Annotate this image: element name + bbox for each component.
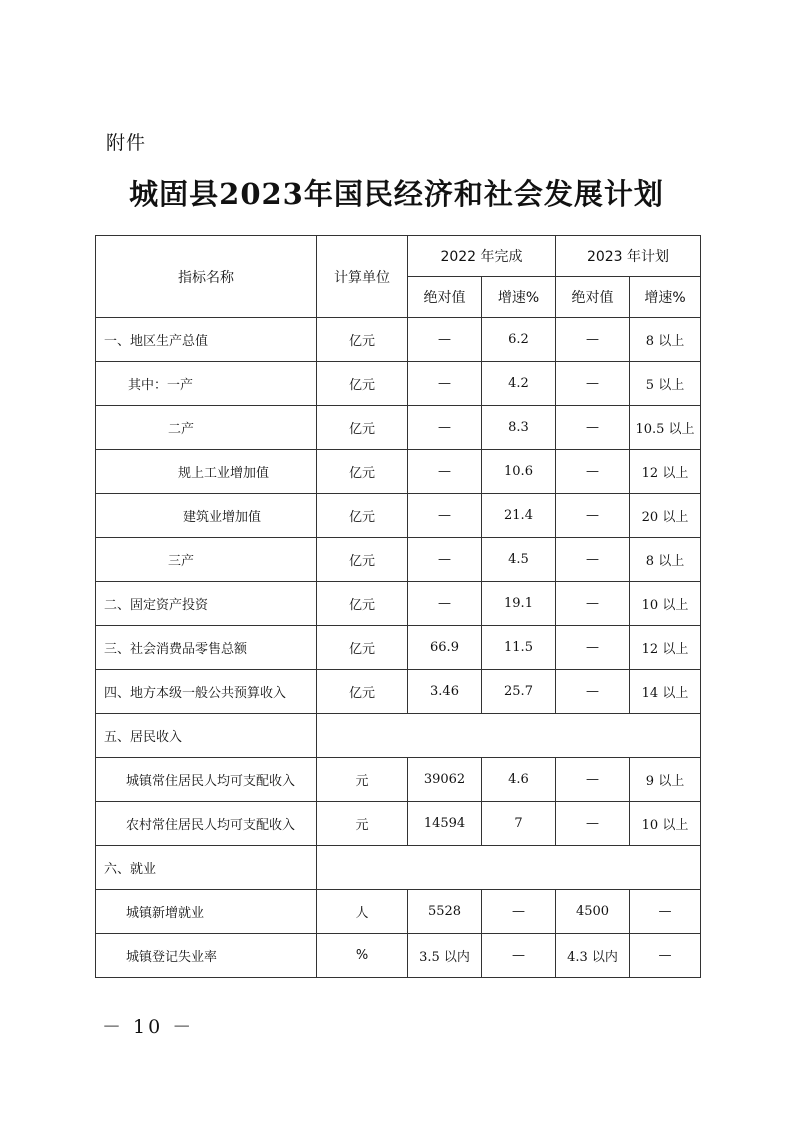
growth-2023-cell: 10 以上 (630, 802, 701, 846)
abs-2023-cell: 4.3 以内 (556, 934, 630, 978)
table-row (96, 670, 701, 714)
abs-2022-cell: — (408, 494, 482, 538)
growth-2023-cell: 20 以上 (630, 494, 701, 538)
section-label: 五、居民收入 (96, 714, 317, 758)
table-row (96, 626, 701, 670)
growth-2022-cell: 4.2 (482, 362, 556, 406)
unit-cell: 亿元 (317, 670, 408, 714)
unit-cell: 元 (317, 758, 408, 802)
abs-2022-cell: — (408, 362, 482, 406)
unit-cell: 亿元 (317, 582, 408, 626)
unit-cell: % (317, 934, 408, 978)
section-label: 六、就业 (96, 846, 317, 890)
abs-2022-cell: — (408, 582, 482, 626)
abs-2023-cell: — (556, 318, 630, 362)
growth-2023-cell: 12 以上 (630, 450, 701, 494)
header-row-1 (96, 236, 701, 277)
growth-2023-header: 增速% (630, 277, 701, 318)
growth-2023-cell: 10 以上 (630, 582, 701, 626)
table-row (96, 802, 701, 846)
growth-2022-header: 增速% (482, 277, 556, 318)
abs-2022-cell: 14594 (408, 802, 482, 846)
section-blank-cell (317, 714, 701, 758)
growth-2022-cell: — (482, 890, 556, 934)
indicator-label: 二产 (96, 406, 317, 450)
abs-2022-cell: 3.46 (408, 670, 482, 714)
indicator-label: 二、固定资产投资 (96, 582, 317, 626)
table-row (96, 406, 701, 450)
growth-2023-cell: 10.5 以上 (630, 406, 701, 450)
section-blank-cell (317, 846, 701, 890)
abs-2023-cell: — (556, 450, 630, 494)
section-row (96, 714, 701, 758)
indicator-label: 建筑业增加值 (96, 494, 317, 538)
table-row (96, 934, 701, 978)
growth-2022-cell: 8.3 (482, 406, 556, 450)
absolute-2023-header: 绝对值 (556, 277, 630, 318)
growth-2023-cell: 8 以上 (630, 318, 701, 362)
unit-cell: 亿元 (317, 406, 408, 450)
growth-2023-cell: 5 以上 (630, 362, 701, 406)
economic-plan-table (95, 235, 701, 978)
growth-2022-cell: 4.5 (482, 538, 556, 582)
table-row (96, 538, 701, 582)
growth-2022-cell: — (482, 934, 556, 978)
growth-2022-cell: 11.5 (482, 626, 556, 670)
indicator-label: 城镇登记失业率 (96, 934, 317, 978)
abs-2022-cell: — (408, 538, 482, 582)
abs-2023-cell: 4500 (556, 890, 630, 934)
absolute-2022-header: 绝对值 (408, 277, 482, 318)
group-2023-header: 2023 年计划 (556, 236, 701, 277)
abs-2023-cell: — (556, 494, 630, 538)
unit-cell: 亿元 (317, 538, 408, 582)
growth-2023-cell: 8 以上 (630, 538, 701, 582)
abs-2023-cell: — (556, 406, 630, 450)
abs-2023-cell: — (556, 626, 630, 670)
section-row (96, 846, 701, 890)
attachment-label: 附件 (106, 132, 147, 154)
table-row (96, 758, 701, 802)
growth-2022-cell: 19.1 (482, 582, 556, 626)
indicator-label: 其中：一产 (96, 362, 317, 406)
group-2022-header: 2022 年完成 (408, 236, 556, 277)
table-row (96, 582, 701, 626)
table-row (96, 494, 701, 538)
abs-2022-cell: — (408, 406, 482, 450)
indicator-label: 四、地方本级一般公共预算收入 (96, 670, 317, 714)
growth-2022-cell: 6.2 (482, 318, 556, 362)
indicator-label: 三、社会消费品零售总额 (96, 626, 317, 670)
table-row (96, 362, 701, 406)
document-title: 城固县2023年国民经济和社会发展计划 (129, 177, 664, 211)
growth-2023-cell: 14 以上 (630, 670, 701, 714)
unit-cell: 元 (317, 802, 408, 846)
growth-2023-cell: — (630, 934, 701, 978)
unit-cell: 人 (317, 890, 408, 934)
unit-header: 计算单位 (317, 236, 408, 318)
indicator-label: 城镇新增就业 (96, 890, 317, 934)
growth-2023-cell: 12 以上 (630, 626, 701, 670)
indicator-label: 三产 (96, 538, 317, 582)
abs-2023-cell: — (556, 758, 630, 802)
indicator-name-header: 指标名称 (96, 236, 317, 318)
growth-2022-cell: 21.4 (482, 494, 556, 538)
abs-2022-cell: 66.9 (408, 626, 482, 670)
page-number: － 10 － (102, 1016, 195, 1038)
growth-2023-cell: — (630, 890, 701, 934)
unit-cell: 亿元 (317, 626, 408, 670)
abs-2022-cell: — (408, 318, 482, 362)
growth-2023-cell: 9 以上 (630, 758, 701, 802)
growth-2022-cell: 10.6 (482, 450, 556, 494)
growth-2022-cell: 7 (482, 802, 556, 846)
abs-2022-cell: 5528 (408, 890, 482, 934)
indicator-label: 一、地区生产总值 (96, 318, 317, 362)
unit-cell: 亿元 (317, 450, 408, 494)
indicator-label: 城镇常住居民人均可支配收入 (96, 758, 317, 802)
indicator-label: 农村常住居民人均可支配收入 (96, 802, 317, 846)
abs-2022-cell: 3.5 以内 (408, 934, 482, 978)
unit-cell: 亿元 (317, 494, 408, 538)
unit-cell: 亿元 (317, 362, 408, 406)
indicator-label: 规上工业增加值 (96, 450, 317, 494)
abs-2023-cell: — (556, 670, 630, 714)
table-row (96, 450, 701, 494)
abs-2023-cell: — (556, 802, 630, 846)
abs-2022-cell: — (408, 450, 482, 494)
abs-2023-cell: — (556, 538, 630, 582)
growth-2022-cell: 4.6 (482, 758, 556, 802)
growth-2022-cell: 25.7 (482, 670, 556, 714)
abs-2022-cell: 39062 (408, 758, 482, 802)
table-row (96, 890, 701, 934)
abs-2023-cell: — (556, 362, 630, 406)
unit-cell: 亿元 (317, 318, 408, 362)
abs-2023-cell: — (556, 582, 630, 626)
table-row (96, 318, 701, 362)
